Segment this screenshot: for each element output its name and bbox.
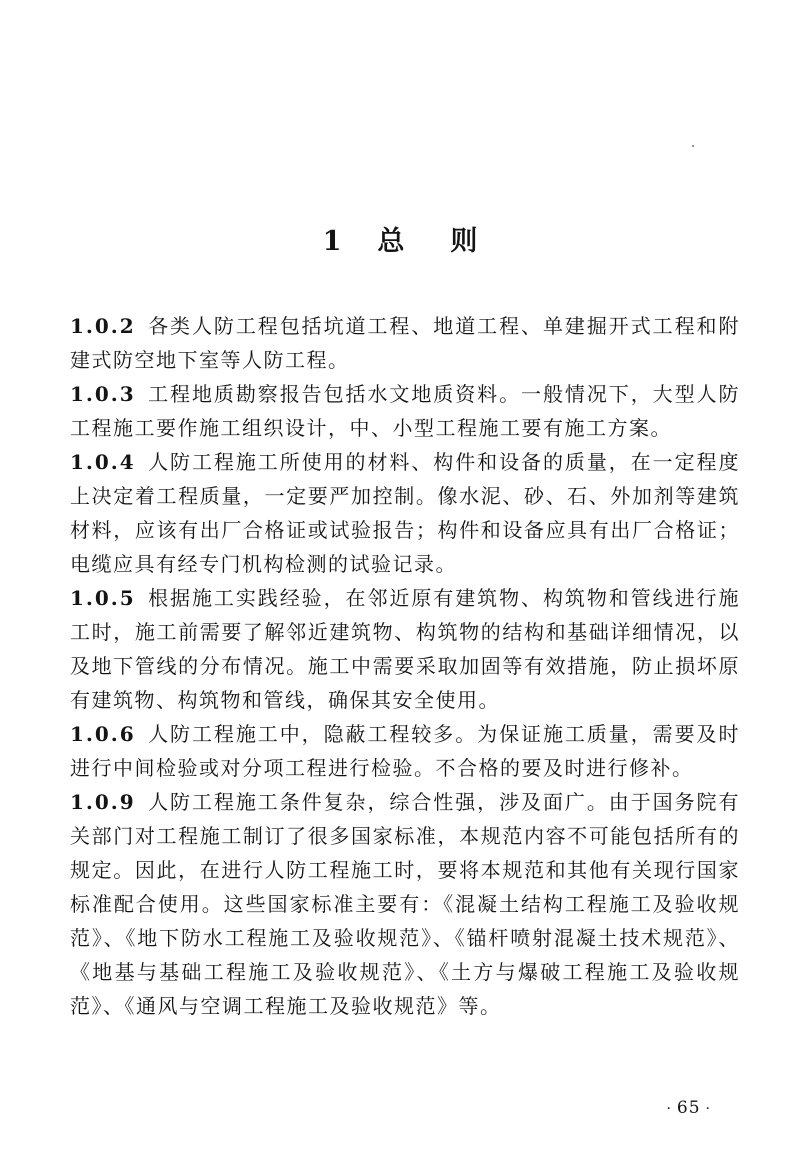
page-number-left-dot: · <box>666 1101 672 1117</box>
page-number-right-dot: · <box>705 1101 711 1117</box>
chapter-title-char-1: 总 <box>377 226 405 258</box>
clause-1-0-2 <box>70 309 740 377</box>
clause-text: 人防工程施工所使用的材料、构件和设备的质量，在一定程度上决定着工程质量，一定要严加控制。像水泥、砂、石、外加剂等建筑材料，应该有出厂合格证或试验报告；构件和设备应具有出厂合格证；电缆应具有经专门机构检测的试验记录。 <box>70 450 740 576</box>
clause-1-0-9 <box>70 785 740 1023</box>
clause-text: 人防工程施工条件复杂，综合性强，涉及面广。由于国务院有关部门对工程施工制订了很多国家标准，本规范内容不可能包括所有的规定。因此，在进行人防工程施工时，要将本规范和其他有关现行国家标准配合使用。这些国家标准主要有：《混凝土结构工程施工及验收规范》、《地下防水工程施工及验收规范》、《锚杆喷射混凝土技术规范》、《地基与基础工程施工及验收规范》、《土方与爆破工程施工及验收规范》、《通风与空调工程施工及验收规范》等。 <box>70 790 740 1018</box>
clause-text: 根据施工实践经验，在邻近原有建筑物、构筑物和管线进行施工时，施工前需要了解邻近建筑物、构筑物的结构和基础详细情况，以及地下管线的分布情况。施工中需要采取加固等有效措施，防止损坏原有建筑物、构筑物和管线，确保其安全使用。 <box>70 586 740 712</box>
clause-1-0-4 <box>70 445 740 581</box>
clause-number: 1.0.5 <box>70 586 136 610</box>
chapter-title-char-2: 则 <box>450 226 478 258</box>
clause-1-0-3 <box>70 377 740 445</box>
clause-list <box>70 309 740 1023</box>
chapter-heading <box>0 220 800 264</box>
page-number <box>661 1098 716 1118</box>
clause-number: 1.0.3 <box>70 382 136 406</box>
scan-speck <box>692 145 694 147</box>
clause-text: 工程地质勘察报告包括水文地质资料。一般情况下，大型人防工程施工要作施工组织设计，中、小型工程施工要有施工方案。 <box>70 382 740 440</box>
clause-number: 1.0.6 <box>70 722 136 746</box>
clause-number: 1.0.2 <box>70 314 136 338</box>
clause-1-0-5 <box>70 581 740 717</box>
clause-number: 1.0.4 <box>70 450 136 474</box>
chapter-number: 1 <box>322 226 342 258</box>
clause-text: 各类人防工程包括坑道工程、地道工程、单建掘开式工程和附建式防空地下室等人防工程。 <box>70 314 740 372</box>
page-number-value: 65 <box>676 1098 701 1118</box>
clause-text: 人防工程施工中，隐蔽工程较多。为保证施工质量，需要及时进行中间检验或对分项工程进行检验。不合格的要及时进行修补。 <box>70 722 740 780</box>
clause-1-0-6 <box>70 717 740 785</box>
clause-number: 1.0.9 <box>70 790 136 814</box>
